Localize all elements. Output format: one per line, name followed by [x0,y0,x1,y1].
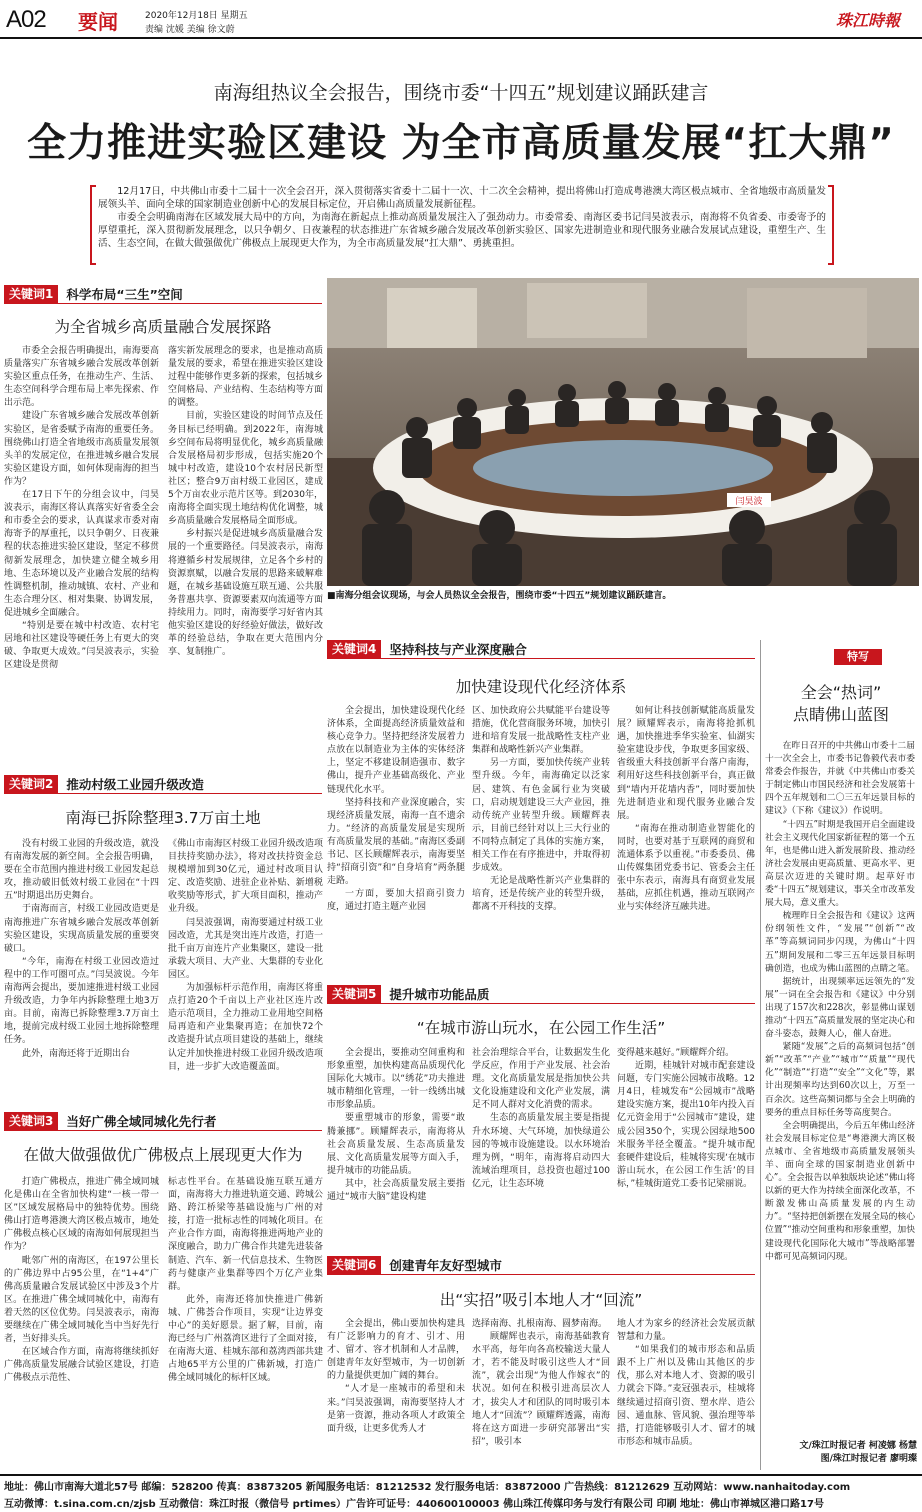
paragraph: “如果我们的城市形态和品质跟不上广州以及佛山其他区的步伐，那么对本地人才、资源的吸引力就会下降。”麦冠强表示，桂城将继续通过招商引资、塑水岸、造公园、通血脉、管风貌、强治理等举措，打造能够吸引人才、留才的城市形态和城市品质。 [617,1345,755,1447]
column-divider [760,640,761,1470]
sidebar-body [765,740,915,1440]
keyword-6-column-2 [472,1318,610,1470]
keyword-1-column-2 [168,345,323,740]
section-name: 要闻 [78,10,118,34]
paragraph: 闫昊波强调，南海要通过村级工业园改造，尤其是突出连片改造，打造一批千亩万亩连片产业集聚区，建设一批承载大项目、大产业、大集群的专业化园区。 [168,917,323,980]
paragraph: 坚持科技和产业深度融合，实现经济质量发展，南海一直不遗余力。“经济的高质量发展是实现所有高质量发展的基础。”南海区委副书记、区长顾耀辉表示，南海要坚持“招商引资”和“自身培育”两条腿走路。 [327,797,465,887]
keyword-title: 提升城市功能品质 [389,987,490,1002]
lead-paragraph: 12月17日，中共佛山市委十二届十一次全会召开，深入贯彻落实省委十二届十一次、十二次全会精神，提出将佛山打造成粤港澳大湾区极点城市、全省地级市高质量发展领头羊、面向全球的国家制造业创新中心的发展目标定位，开启佛山高质量发展新征程。 [98,186,826,210]
photo-caption: ■南海分组会议现场，与会人员热议全会报告，围绕市委“十四五”规划建议踊跃建言。 [327,591,672,601]
paragraph: 建设广东省城乡融合发展改革创新实验区，是省委赋予南海的重要任务。围绕佛山打造全省地级市高质量发展领头羊的发展定位，在推进城乡融合发展实验区建设方面，如何体现南海的担当作为？ [4,411,159,487]
paragraph: 此外，南海还将于近期出台 [22,1048,131,1059]
lead-paragraph: 市委全会明确南海在区域发展大局中的方向，为南海在新起点上推动高质量发展注入了强劲动力。市委常委、南海区委书记闫昊波表示，南海将不负省委、市委寄予的厚望重托，深入贯彻新发展理念，以只争朝夕、日夜兼程的状态推进广东省城乡融合发展改革创新实验区、国家先进制造业和现代服务业融合发展试点建设，重塑生产、生活、生态空间，在做大做强做优广佛极点上展现更大作为，为全市高质量发展“扛大鼎”、勇挑重担。 [98,212,826,249]
keyword-3-column-2 [168,1176,323,1468]
paragraph: 标志性平台。在基础设施互联互通方面，南海将大力推进轨道交通、跨城公路、跨江桥梁等基础设施与广州的对接，打造一批标志性的同城化项目。在产业合作方面，南海将推进两地产业的深度融合，助力广佛合作共建先进装备制造、汽车、新一代信息技术、生物医药与健康产业集群等四个万亿产业集群。 [168,1177,323,1292]
keyword-4-column-3 [617,705,755,975]
paragraph: “十四五”时期是我国开启全面建设社会主义现代化国家新征程的第一个五年，也是佛山进入新发展阶段、推动经济社会发展由更高质量、更高水平、更高层次迈进的关键时期。起草好市委“十四五”规划建议，事关全市改革发展大局，意义重大。 [765,819,915,909]
paragraph: “今年，南海在村级工业园改造过程中的工作可圈可点。”闫昊波说。今年南海两会提出，要加速推进村级工业园升级改造，力争年内拆除整理土地3万亩。目前，南海已拆除整理3.7万亩土地，提前完成村级工业园土地拆除整理任务。 [4,956,159,1046]
paragraph: 市委全会报告明确提出，南海要高质量落实广东省城乡融合发展改革创新实验区重点任务，在推动生产、生活、生态空间科学合理布局上率先探索、作出示范。 [4,346,159,409]
editors-credit: 责编 沈媛 美编 徐文蔚 [145,25,235,35]
subheadline: 南海组热议全会报告，围绕市委“十四五”规划建议踊跃建言 [213,82,709,104]
keyword-4-label [327,640,755,658]
paragraph: 为加强标杆示范作用，南海区将重点打造20个千亩以上产业社区连片改造示范项目，全力推动工业用地空间格局再造和产业集聚再造；在加快72个改造提升试点项目建设的基础上，继续认定并加快推进村级工业园升级改造项目，进一步扩大改造覆盖面。 [168,983,323,1072]
paragraph: 梳理昨日全会报告和《建议》这两份纲领性文件，“发展”“创新”“改革”等高频词同步闪现，为佛山“十四五”期间发展和二零三五年远景目标明确创造，也成为佛山蓝图的点睛之笔。 [765,911,915,974]
keyword-4-column-1 [327,705,465,975]
keyword-1-heading: 为全省城乡高质量融合发展探路 [54,318,272,336]
paragraph: 全会提出，佛山要加快构建具有广泛影响力的育才、引才、用才、留才、容才机制和人才品牌，创建青年友好型城市，为一切创新的力量提供更加广阔的舞台。 [327,1319,465,1382]
keyword-2-label [4,775,322,793]
page-number: A02 [6,6,46,33]
paragraph: 一方面，要加大招商引资力度，通过打造主题产业园 [327,889,465,913]
paragraph: 全会提出，要推动空间重构和形象重塑，加快构建高品质现代化国际化大城市。以“绣花”功夫推进城市精细化管理，一针一线绣出城市形象品质。 [327,1048,465,1111]
keyword-4-column-2 [472,705,610,975]
footer-contact-line: 地址：佛山市南海大道北57号 邮编：528200 传真：83873205 新闻服务电话：81212532 发行服务电话：83872000 广告热线：81212629 互动网站：www.nanhaitoday.com [4,1482,851,1493]
lead-paragraphs [98,185,826,265]
paragraph: 《佛山市南海区村级工业园升级改造项目扶持奖励办法》，将对改扶持资金总规模增加到30亿元，通过村改项目认定、改造奖励、进驻企业补贴、新增税收奖励等形式，扩大项目面积，推动产业升级。 [168,839,323,915]
keyword-5-heading: “在城市游山玩水，在公园工作生活” [416,1019,666,1037]
keyword-5-label [327,985,755,1003]
meeting-photo-illustration [327,278,919,586]
keyword-3-label [4,1112,322,1130]
paragraph: 打造广佛极点，推进广佛全域同城化是佛山在全省加快构建“一核一带一区”区域发展格局中的独特优势。围绕佛山打造粤港澳大湾区极点城市，地处广佛极点核心区域的南海如何展现担当作为？ [4,1177,159,1253]
paragraph: 顾耀辉也表示，南海基础教育水平高，每年向各高校输送大量人才，若不能及时吸引这些人才“回流”，就会出现“为他人作嫁衣”的状况。如何在积极引进高层次人才，拔尖人才和团队的同时吸引本地人才“回流”？顾耀辉透露，南海将在这方面进一步研究部署出“实招”，吸引本 [472,1332,610,1447]
paragraph: 在区域合作方面，南海将继续抓好广佛高质量发展融合试验区建设，打造广佛极点示范性、 [4,1347,159,1384]
keyword-4-heading: 加快建设现代化经济体系 [455,678,627,696]
keyword-6-heading: 出“实招”吸引本地人才“回流” [439,1291,643,1309]
paragraph: 目前，实验区建设的时间节点及任务目标已经明确。到2022年，南海城乡空间布局将明显优化，城乡高质量融合发展格局初步形成，包括实施20个城中村改造，建设10个农村居民新型社区；整合9万亩村级工业园区，建成5个万亩农业示范片区等。到2030年，南海将全面实现土地结构优化调整，城乡高质量融合发展格局全面形成。 [168,411,323,527]
keyword-rule [327,658,755,659]
sidebar-heading-line: 全会“热词” [800,683,882,702]
meeting-photo [327,278,919,586]
keyword-1-label [4,285,322,303]
keyword-3-column-1 [4,1176,159,1468]
keyword-tag: 关键词6 [327,1256,381,1274]
newspaper-logo: 珠江時報 [836,11,901,30]
paragraph: 紧随“发展”之后的高频词包括“创新”“改革”“产业”“城市”“质量”“现代化”“制造”“打造”“安全”“文化”等，累计出现频率均达到60次以上，万至一百余次。这些高频词都与全会上明确的要务的重点目标任务等高度契合。 [765,1042,915,1118]
paragraph: “人才是一座城市的希望和未来。”闫昊波强调，南海要坚持人才是第一资源，推动各项人才政策全面升级，让更多优秀人才 [327,1384,465,1434]
paragraph: 此外，南海还将加快推进广佛新城、广佛荟合作项目，实现“让边界变中心”的美好愿景。据了解，目前，南海已经与广州荔湾区进行了全面对接，在南海大道、桂城东部和荔湾西部共建占地65平方公里的广佛新城，打造广佛全域同城化的标杆区域。 [168,1294,323,1384]
paragraph: 在17日下午的分组会议中，闫昊波表示，南海区将认真落实好省委全会和市委全会的要求，认真谋求市委对南海寄予的厚重托，以只争朝夕、日夜兼程的状态推进实验区建设，坚定不移贯彻新发展理念，加快建立健全城乡用地、生态环境以及产业融合发展的结构性调整机制，推动城镇、农村、产业和生态合理分区、相对集聚、协调发展，促进城乡全面融合。 [4,490,159,618]
byline-text: 文/珠江时报记者 柯凌娜 杨慧 [799,1441,917,1451]
keyword-2-column-1 [4,838,159,1078]
paragraph: 变得越来越好。”顾耀辉介绍。 [617,1048,735,1058]
paragraph: 在昨日召开的中共佛山市委十二届十一次全会上，市委书记鲁毅代表市委常委会作报告，并就《中共佛山市委关于制定佛山市国民经济和社会发展第十四个五年规划和二〇三五年远景目标的建议》（下称《建议》）作说明。 [765,741,915,817]
paragraph: 据统计，出现频率远远领先的“发展”一词在全会报告和《建议》中分别出现了157次和228次，彰显佛山谋划推动“十四五”高质量发展的坚定决心和奋斗姿态，鼓舞人心，催人奋进。 [765,976,915,1040]
keyword-1-column-1 [4,345,159,740]
sidebar-tag: 特写 [834,649,882,665]
issue-date: 2020年12月18日 星期五 [145,11,248,21]
paragraph: 其中，社会高质量发展主要指通过“城市大脑”建设构建 [327,1178,465,1203]
paragraph: 乡村振兴是促进城乡高质量融合发展的一个重要路径。闫昊波表示，南海将遵循乡村发展规律，立足各个乡村的资源禀赋，以融合发展的思路来破解难题，在城乡基础设施互联互通、公共服务普惠共享、资源要素双向流通等方面持续用力。同时，南海要学习好省内其他实验区建设的好经验好做法，做好改革的经验总结，争取在更大范围内分享、复制推广。 [168,529,323,658]
keyword-title: 科学布局“三生”空间 [66,287,183,302]
keyword-rule [4,1130,322,1131]
headline: 全力推进实验区建设 为全市高质量发展“扛大鼎” [27,121,895,166]
keyword-title: 当好广佛全域同城化先行者 [66,1114,217,1129]
keyword-title: 推动村级工业园升级改造 [66,777,204,792]
paragraph: 区、加快政府公共赋能平台建设等措施，优化营商服务环境，加快引进和培育发展一批战略性支柱产业集群和战略性新兴产业集群。 [472,706,610,756]
keyword-6-column-3 [617,1318,755,1470]
keyword-5-column-2 [472,1047,610,1239]
keyword-rule [4,793,322,794]
keyword-tag: 关键词1 [4,285,58,303]
lead-bracket-left [90,185,96,265]
paragraph: “南海在推动制造业智能化的同时，也要对基于互联网的商贸和流通体系予以重视。”市委委员、佛山传媒集团党委书记、管委会主任张中东表示，南海具有商贸业发展基础，应抓住机遇，推动互联网产业与实体经济互融共进。 [617,823,755,913]
paragraph: 另一方面，要加快传统产业转型升级。今年，南海确定以泛家居、建筑、有色金属行业为突破口，启动规划建设三大产业园，推动传统产业转型升级。顾耀辉表示，目前已经针对以上三大行业的不同特点制定了具体的实施方案，相关工作在有序推进中，并取得初步成效。 [472,758,610,874]
photo-credit: 图/珠江时报记者 廖明璨 [820,1454,917,1464]
paragraph: 毗邻广州的南海区，在197公里长的广佛边界中占95公里，在“1+4”广佛高质量融合发展试验区中涉及3个片区。在推进广佛全域同城化中，南海有着天然的区位优势。闫昊波表示，南海要继续在广佛全域同城化当中当好先行者，当好排头兵。 [4,1255,159,1345]
keyword-title: 创建青年友好型城市 [389,1258,502,1273]
keyword-2-column-2 [168,838,323,1078]
masthead-rule [0,37,922,39]
keyword-6-column-1 [327,1318,465,1470]
paragraph: 选择南海、扎根南海、圆梦南海。 [472,1319,608,1329]
keyword-tag: 关键词3 [4,1112,58,1130]
name-plate-label: 闫昊波 [735,497,763,507]
keyword-tag: 关键词5 [327,985,381,1003]
paragraph: 生态的高质量发展主要是指提升水环境、大气环境，加快绿道公园的等城市设施建设。以水环境治理为例，“明年，南海将启动四大流域治理项目，总投资也超过100亿元，让生态环境 [472,1113,610,1189]
paragraph: 近期，桂城针对城市配套建设问题，专门实施公园城市战略。12月4日，桂城发布“公园城市”战略建设实施方案，提出10年内投入百亿元资金用于“公园城市”建设，建成公园350个，实现公园绿地500米服务半径全覆盖。“提升城市配套硬件建设后，桂城将实现‘在城市游山玩水，在公园工作生活’的目标，”桂城街道党工委书记梁丽说。 [617,1061,755,1189]
paragraph: 无论是战略性新兴产业集群的培育，还是传统产业的转型升级，都离不开科技的支撑。 [472,876,610,913]
paragraph: 如何让科技创新赋能高质量发展？顾耀辉表示，南海将抢抓机遇，加快推进季华实验室、仙湖实验室建设步伐，争取更多国家级、省级重大科技创新平台落户南海，利用好这些科技创新平台，真正做到“墙内开花墙内香”，同时要加快先进制造业和现代服务业融合发展。 [617,706,755,821]
keyword-rule [327,1274,755,1275]
paragraph: 全会明确提出，今后五年佛山经济社会发展目标定位是“粤港澳大湾区极点城市、全省地级市高质量发展领头羊、面向全球的国家制造业创新中心”。全会报告以单独版块论述“佛山将以新的更大作为持续全面深化改革，不断激发佛山高质量发展的内生动力”。“坚持把创新摆在发展全局的核心位置”“推动空间重构和形象重塑，加快建设现代化国际化大城市”等战略部署中都可见高频词闪现。 [765,1120,915,1262]
keyword-2-heading: 南海已拆除整理3.7万亩土地 [65,809,261,827]
keyword-tag: 关键词2 [4,775,58,793]
keyword-rule [327,1003,755,1004]
paragraph: 全会提出，加快建设现代化经济体系，全面提高经济质量效益和核心竞争力。坚持把经济发展着力点放在以制造业为主体的实体经济上，坚定不移建设制造强市、数字佛山，提升产业基础高级化、产业链现代化水平。 [327,706,465,795]
keyword-3-heading: 在做大做强做优广佛极点上展现更大作为 [23,1146,303,1164]
sidebar-heading [760,682,922,726]
paragraph: 没有村级工业园的升级改造，就没有南海发展的新空间。全会报告明确，要在全市范围内推进村级工业园发起总攻，推动破旧低效村级工业园在“十四五”时期退出历史舞台。 [4,839,159,902]
keyword-6-label [327,1256,755,1274]
paragraph: 社会治理综合平台，让数据发生化学反应，作用于产业发展、社会治理。文化高质量发展是指加快公共文化设施建设和文化产业发展，满足不同人群对文化消费的需求。 [472,1048,610,1111]
sidebar-heading-line: 点睛佛山蓝图 [792,705,889,724]
byline [765,1440,917,1466]
footer-rule [0,1474,922,1476]
paragraph: “特别是要在城中村改造、农村宅居地和社区建设等硬任务上有更大的突破、争取更大成效。”闫昊波表示，实验区建设是贯彻 [4,620,159,671]
paragraph: 落实新发展理念的要求，也是推动高质量发展的要求，希望在推进实验区建设过程中能够作更多新的探索，包括城乡空间格局、产业结构、生态结构等方面的调整。 [168,346,323,409]
keyword-5-column-1 [327,1047,465,1239]
keyword-rule [4,303,322,304]
paragraph: 要重塑城市的形象，需要“敢腾兼挪”。顾耀辉表示，南海将从社会高质量发展、生态高质量发展、文化高质量发展等方面入手，提升城市的功能品质。 [327,1113,465,1176]
masthead [0,0,922,40]
footer-publisher-line: 互动微博：t.sina.com.cn/zjsb 互动微信：珠江时报（微信号 prtimes）广告许可证号：440600100003 佛山珠江传媒印务与发行有限公司 印刷 地址：佛山市禅城区港口路17号 [4,1499,824,1510]
paragraph: 于南海而言，村级工业园改造更是南海推进广东省城乡融合发展改革创新实验区建设，实现高质量发展的重要突破口。 [4,904,159,954]
paragraph: 地人才为家乡的经济社会发展贡献智慧和力量。 [617,1319,755,1343]
keyword-title: 坚持科技与产业深度融合 [389,642,527,657]
keyword-5-column-3 [617,1047,755,1239]
keyword-tag: 关键词4 [327,640,381,658]
lead-bracket-right [828,185,834,265]
